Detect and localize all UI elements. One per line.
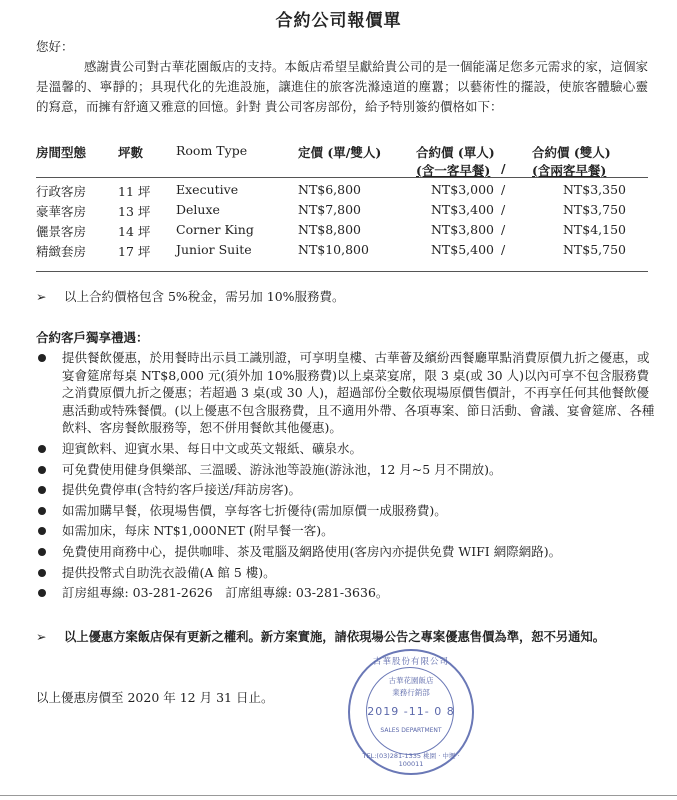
double-rate: NT$3,350 <box>562 182 626 197</box>
rate-separator: / <box>501 182 506 197</box>
bullet-icon <box>38 548 46 556</box>
header-list-price: 定價 (單/雙人) <box>298 145 382 160</box>
list-item <box>36 543 656 561</box>
perk-text: 提供免費停車(含特約客戶接送/拜訪房客)。 <box>62 482 301 498</box>
bullet-icon <box>38 354 46 362</box>
room-size: 17 坪 <box>118 244 151 259</box>
update-note <box>36 627 605 645</box>
list-price: NT$6,800 <box>298 182 362 197</box>
perks-title: 合約客戶獨享禮遇： <box>36 330 149 345</box>
table-row <box>36 182 648 202</box>
seal-ring-text: 古華股份有限公司 <box>372 657 449 667</box>
validity-note: 以上優惠房價至 2020 年 12 月 31 日止。 <box>36 690 274 705</box>
table-row <box>36 222 648 242</box>
room-size: 14 坪 <box>118 224 151 239</box>
list-item <box>36 349 656 437</box>
room-type: 儷景客房 <box>36 224 87 239</box>
perk-text: 提供投幣式自助洗衣設備(A 館 5 樓)。 <box>62 564 276 580</box>
seal-phone: TEL:(03)281-1335 桃園 · 中壢 · 100011 <box>362 752 460 768</box>
list-price: NT$7,800 <box>298 202 362 217</box>
tax-note <box>36 287 345 305</box>
room-name: Deluxe <box>176 202 220 217</box>
double-rate: NT$3,750 <box>562 202 626 217</box>
table-row <box>36 202 648 222</box>
list-price: NT$8,800 <box>298 222 362 237</box>
header-room-type-en: Room Type <box>176 143 248 158</box>
header-single-breakfast: (含一客早餐) <box>416 163 491 178</box>
page-bottom-rule <box>0 795 677 796</box>
perks-list <box>36 349 656 602</box>
tax-note-text: 以上合約價格包含 5%稅金，需另加 10%服務費。 <box>64 289 345 304</box>
table-bottom-rule <box>36 271 648 272</box>
perk-text: 迎賓飲料、迎賓水果、每日中文或英文報紙、礦泉水。 <box>62 440 363 456</box>
double-rate: NT$4,150 <box>562 222 626 237</box>
room-size: 11 坪 <box>118 184 151 199</box>
single-rate: NT$5,400 <box>430 242 494 257</box>
header-double-breakfast: (含兩客早餐) <box>532 163 607 178</box>
table-row <box>36 242 648 262</box>
header-double-rate: 合約價 (雙人) <box>532 145 611 160</box>
perk-text: 訂房組專線: 03-281-2626 訂席組專線: 03-281-3636。 <box>62 585 389 601</box>
seal-department: 業務行銷部 <box>392 688 430 697</box>
bullet-icon <box>38 527 46 535</box>
update-note-text: 以上優惠方案飯店保有更新之權利。新方案實施，請依現場公告之專案優惠售價為準，恕不另通知。 <box>64 629 606 644</box>
single-rate: NT$3,000 <box>430 182 494 197</box>
perk-text: 如需加床，每床 NT$1,000NET (附早餐一客)。 <box>62 523 334 539</box>
perk-text: 提供餐飲優惠，於用餐時出示員工識別證，可享明皇樓、古華薈及繽紛西餐廳單點消費原價九折之優惠，或宴會筵席每桌 NT$8,000 元(須外加 10%服務費)以上桌菜宴席，限 3 桌(或 30 人)以內可享不包含服務費之消費原價九折之優惠；若超過 3 桌(或 30 人)，超過部份全數依現場原價售價計，不再享任何其他餐飲優惠活動或特殊餐價。(以上優惠不包含服務費，且不適用外帶、各項專案、節日活動、會議、宴會筵席、各種飲料、客房餐飲服務等，恕不併用餐飲其他優惠)。 <box>62 350 655 436</box>
list-item <box>36 564 656 582</box>
arrow-bullet-icon: ➢ <box>36 630 47 644</box>
single-rate: NT$3,400 <box>430 202 494 217</box>
list-item <box>36 584 656 602</box>
greeting: 您好： <box>36 39 74 54</box>
company-seal <box>348 649 474 775</box>
bullet-icon <box>38 445 46 453</box>
intro-paragraph: 感謝貴公司對古華花園飯店的支持。本飯店希望呈獻給貴公司的是一個能滿足您多元需求的家，這個家是溫馨的、寧靜的；具現代化的先進設施，讓進住的旅客洗滌遠道的塵囂；以藝術性的擺設，使旅客體驗心靈的寫意，而擁有舒適又雅意的回憶。針對 貴公司客房部份，給予特別簽約價格如下： <box>36 59 648 114</box>
room-name: Executive <box>176 182 239 197</box>
seal-hotel-name: 古華花園飯店 <box>388 676 434 685</box>
bullet-icon <box>38 466 46 474</box>
room-size: 13 坪 <box>118 204 151 219</box>
single-rate: NT$3,800 <box>430 222 494 237</box>
table-top-rule <box>36 177 648 178</box>
header-slash: / <box>501 161 506 176</box>
room-type: 行政客房 <box>36 184 87 199</box>
list-item <box>36 481 656 499</box>
rate-separator: / <box>501 222 506 237</box>
header-size: 坪數 <box>118 145 144 160</box>
room-type: 豪華客房 <box>36 204 87 219</box>
list-price: NT$10,800 <box>298 242 369 257</box>
perk-text: 如需加購早餐，依現場售價，享每客七折優待(需加原價一成服務費)。 <box>62 502 447 518</box>
document-title: 合約公司報價單 <box>275 11 402 31</box>
perk-text: 免費使用商務中心，提供咖啡、茶及電腦及網路使用(客房內亦提供免費 WIFI 網際網路)。 <box>62 543 562 559</box>
list-item <box>36 461 656 479</box>
rate-separator: / <box>501 242 506 257</box>
arrow-bullet-icon: ➢ <box>36 289 47 304</box>
bullet-icon <box>38 589 46 597</box>
header-single-rate: 合約價 (單人) <box>416 145 495 160</box>
seal-dept-en: SALES DEPARTMENT <box>380 727 442 734</box>
bullet-icon <box>38 569 46 577</box>
list-item <box>36 522 656 540</box>
room-name: Junior Suite <box>176 242 252 257</box>
header-room-type-zh: 房間型態 <box>36 145 87 160</box>
room-name: Corner King <box>176 222 254 237</box>
bullet-icon <box>38 507 46 515</box>
seal-date: 2019 -11- 0 8 <box>367 705 455 718</box>
rate-separator: / <box>501 202 506 217</box>
list-item <box>36 440 656 458</box>
bullet-icon <box>38 486 46 494</box>
double-rate: NT$5,750 <box>562 242 626 257</box>
room-type: 精緻套房 <box>36 244 87 259</box>
list-item <box>36 502 656 520</box>
perk-text: 可免費使用健身俱樂部、三溫暖、游泳池等設施(游泳池，12 月~5 月不開放)。 <box>62 461 502 477</box>
